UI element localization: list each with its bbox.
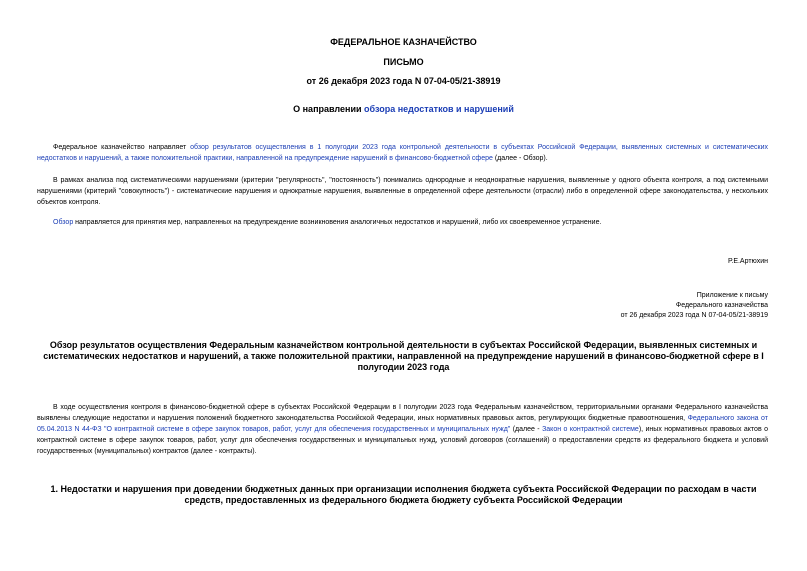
subject-prefix: О направлении	[293, 104, 365, 114]
para1-text-before: Федеральное казначейство направляет	[53, 144, 191, 151]
doc-type: ПИСЬМО	[383, 57, 424, 67]
doc-date-number: от 26 декабря 2023 года N 07-04-05/21-38919	[306, 76, 501, 86]
paragraph-3	[37, 217, 768, 228]
review-short-link[interactable]: Обзор	[53, 219, 74, 226]
review-title: Обзор результатов осуществления Федеральным казначейством контрольной деятельности в субъектах Российской Федерации, выявленных системных и систематических недостатков и нарушений, а также положительной практики, направленной на предупреждение нарушений в финансово-бюджетной сфере в I полугодии 2023 года	[43, 340, 764, 372]
para4-text-before: В ходе осуществления контроля в финансово-бюджетной сфере в субъектах Российской Федерации в I полугодии 2023 года Федеральным казначейством, территориальными органами Федерального казначейства выявлены следующие недостатки и нарушения положений бюджетного законодательства Российской Федерации, иных нормативных правовых актов, регулирующих бюджетные правоотношения,	[37, 404, 768, 422]
paragraph-4	[37, 402, 768, 457]
signature: Р.Е.Артюхин	[728, 258, 768, 265]
para4-text-mid: (далее -	[510, 426, 543, 433]
subject-link[interactable]: обзора недостатков и нарушений	[364, 104, 514, 114]
law-44fz-link[interactable]: Федерального закона от 05.04.2013 N 44-ФЗ "О контрактной системе в сфере закупок товаров, работ, услуг для обеспечения государственных и муниципальных нужд"	[37, 415, 768, 433]
contract-system-law-link[interactable]: Закон о контрактной системе	[542, 426, 639, 433]
appendix-line-2: Федерального казначейства	[675, 302, 768, 309]
appendix-line-1: Приложение к письму	[696, 292, 768, 299]
paragraph-1	[37, 142, 768, 164]
doc-subject	[0, 104, 807, 115]
para3-text-after: направляется для принятия мер, направленных на предупреждение возникновения аналогичных недостатков и нарушений, либо их своевременное устранение.	[73, 219, 602, 226]
appendix-line-3: от 26 декабря 2023 года N 07-04-05/21-38919	[620, 312, 768, 319]
review-link[interactable]: обзор результатов осуществления в 1 полугодии 2023 года контрольной деятельности в субъектах Российской Федерации, выявленных системных и систематических недостатков и нарушений, а также положительной практики, направленной на предупреждение нарушений в финансово-бюджетной сфере	[37, 144, 768, 162]
para1-text-after: (далее - Обзор).	[492, 155, 548, 162]
paragraph-2: В рамках анализа под систематическими нарушениями (критерии "регулярность", "постоянность") понимались однородные и неоднократные нарушения, выявленные у одного объекта контроля, а под системными нарушениями (критерий "совокупность") - систематические нарушения и однократные нарушения, выявленные в определенной сфере деятельности (отрасли) либо в определенной сфере законодательства, у нескольких объектов контроля.	[37, 177, 768, 206]
para4-text-after: ), иных нормативных правовых актов о контрактной системе в сфере закупок товаров, работ, услуг для обеспечения государственных и муниципальных нужд, условий договоров (соглашений) о предоставлении средств из федерального бюджета и условий государственных (муниципальных) контрактов (далее - контракты).	[37, 426, 768, 455]
org-name: ФЕДЕРАЛЬНОЕ КАЗНАЧЕЙСТВО	[330, 37, 477, 47]
section-1-title: 1. Недостатки и нарушения при доведении бюджетных данных при организации исполнения бюджета субъекта Российской Федерации по расходам в части средств, предоставленных из федерального бюджета бюджету субъекта Российской Федерации	[50, 484, 757, 505]
